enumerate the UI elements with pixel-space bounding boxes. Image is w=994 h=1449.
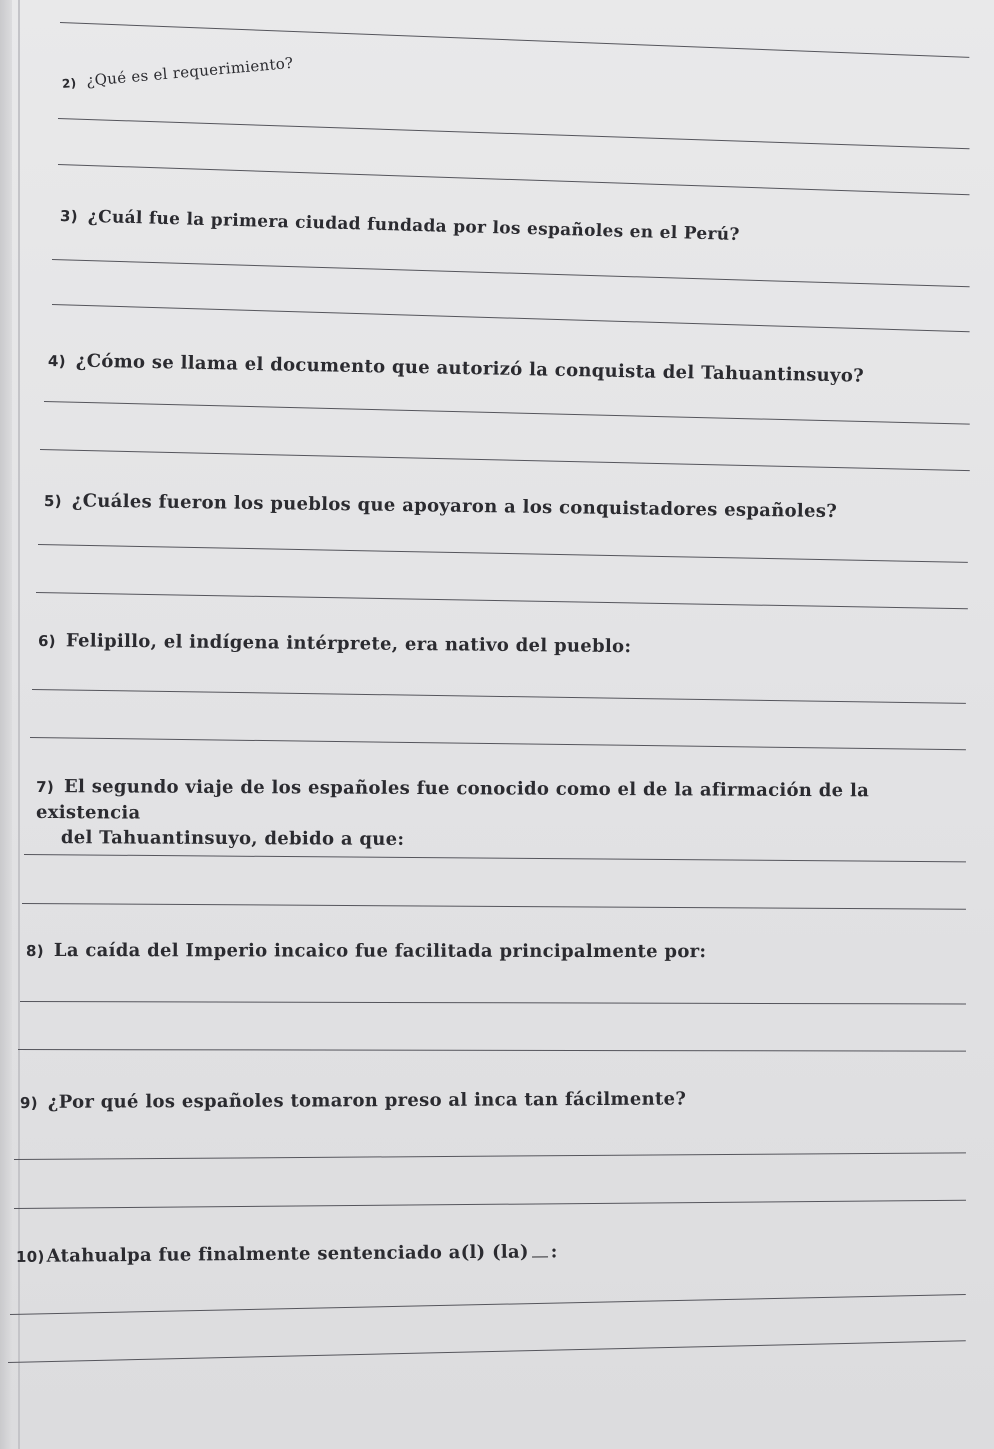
question-number: 3) bbox=[59, 207, 79, 226]
question-text: La caída del Imperio incaico fue facilitada principalmente por: bbox=[53, 940, 707, 963]
answer-line[interactable] bbox=[52, 304, 970, 332]
question-7 bbox=[36, 774, 936, 855]
inline-blank[interactable] bbox=[532, 1256, 548, 1257]
answer-line[interactable] bbox=[32, 689, 966, 704]
question-text: ¿Cuáles fueron los pueblos que apoyaron a los conquistadores españoles? bbox=[71, 490, 838, 523]
question-text: El segundo viaje de los españoles fue conocido como el de la afirmación de la existencia bbox=[35, 776, 870, 824]
question-number: 6) bbox=[37, 632, 56, 651]
answer-line[interactable] bbox=[40, 449, 970, 471]
question-text: Felipillo, el indígena intérprete, era nativo del pueblo: bbox=[65, 630, 632, 658]
answer-line[interactable] bbox=[20, 1001, 966, 1004]
answer-line[interactable] bbox=[24, 854, 966, 862]
answer-line[interactable] bbox=[18, 1049, 966, 1052]
question-text: Atahualpa fue finalmente sentenciado a(l) (la) bbox=[46, 1241, 529, 1267]
answer-line[interactable] bbox=[8, 1340, 966, 1363]
answer-line[interactable] bbox=[14, 1200, 966, 1209]
question-text: ¿Cómo se llama el documento que autorizó la conquista del Tahuantinsuyo? bbox=[75, 350, 865, 387]
question-6 bbox=[38, 630, 632, 657]
answer-line[interactable] bbox=[60, 22, 969, 58]
question-number: 7) bbox=[36, 778, 55, 797]
answer-line[interactable] bbox=[38, 544, 968, 563]
answer-line[interactable] bbox=[58, 118, 970, 149]
question-3 bbox=[60, 206, 740, 245]
question-text: ¿Qué es el requerimiento? bbox=[85, 53, 295, 90]
answer-line[interactable] bbox=[36, 592, 968, 609]
answer-line[interactable] bbox=[14, 1152, 966, 1160]
question-5 bbox=[44, 490, 837, 522]
question-text: ¿Cuál fue la primera ciudad fundada por los españoles en el Perú? bbox=[87, 206, 740, 245]
answer-line[interactable] bbox=[30, 737, 966, 750]
question-number: 9) bbox=[19, 1093, 38, 1112]
answer-line[interactable] bbox=[10, 1294, 966, 1315]
question-number: 10) bbox=[15, 1247, 45, 1266]
answer-line[interactable] bbox=[58, 164, 970, 195]
answer-line[interactable] bbox=[22, 903, 966, 910]
question-text-continued: del Tahuantinsuyo, debido a que: bbox=[60, 827, 405, 850]
answer-line[interactable] bbox=[52, 259, 970, 287]
question-number: 4) bbox=[47, 352, 67, 371]
question-8 bbox=[26, 940, 706, 962]
question-text: ¿Por qué los españoles tomaron preso al inca tan fácilmente? bbox=[47, 1088, 687, 1113]
question-4 bbox=[48, 350, 864, 387]
question-number: 5) bbox=[43, 492, 63, 511]
answer-line[interactable] bbox=[44, 401, 970, 425]
question-2 bbox=[61, 54, 294, 92]
question-number: 8) bbox=[25, 942, 44, 961]
question-suffix: : bbox=[550, 1241, 558, 1263]
question-number: 2) bbox=[61, 75, 78, 91]
question-10 bbox=[16, 1241, 558, 1267]
question-9 bbox=[20, 1089, 686, 1113]
